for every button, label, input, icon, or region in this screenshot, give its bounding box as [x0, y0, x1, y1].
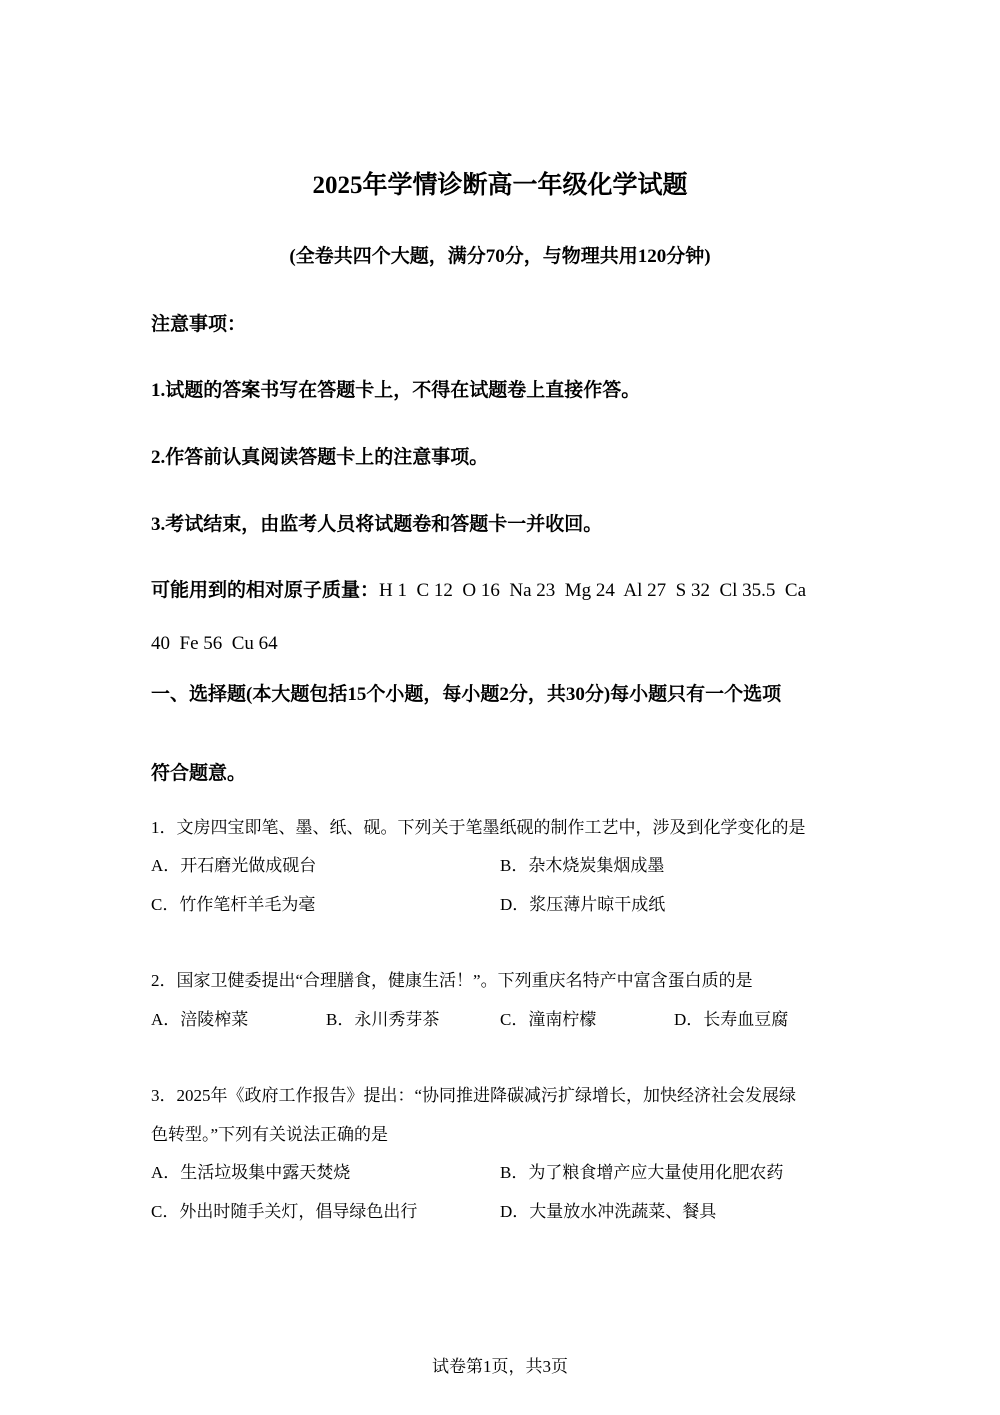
question-2-option-c: C．潼南柠檬: [500, 1010, 597, 1029]
atomic-masses-values-1: H 1 C 12 O 16 Na 23 Mg 24 Al 27 S 32 Cl 35.5 Ca: [379, 580, 807, 601]
question-3-stem: 3．2025年《政府工作报告》提出：“协同推进降碳减污扩绿增长，加快经济社会发展绿: [151, 1086, 797, 1105]
exam-title: 2025年学情诊断高一年级化学试题: [312, 172, 688, 199]
question-3-stem-cont: 色转型。”下列有关说法正确的是: [151, 1125, 389, 1144]
section-1-heading-cont: 符合题意。: [151, 763, 247, 784]
question-2-option-a: A．涪陵榨菜: [151, 1010, 249, 1029]
exam-subtitle: (全卷共四个大题，满分70分，与物理共用120分钟): [289, 246, 711, 267]
question-2-stem: 2．国家卫健委提出“合理膳食，健康生活！”。下列重庆名特产中富含蛋白质的是: [151, 971, 753, 990]
question-1-option-b: B．杂木烧炭集烟成墨: [500, 856, 665, 875]
atomic-masses-line-2: 40 Fe 56 Cu 64: [151, 633, 278, 654]
notice-item-3: 3.考试结束，由监考人员将试题卷和答题卡一并收回。: [151, 514, 603, 535]
notice-heading: 注意事项：: [151, 314, 247, 335]
atomic-masses-line-1: [151, 577, 806, 605]
question-3-option-c: C．外出时随手关灯，倡导绿色出行: [151, 1202, 418, 1221]
question-3-option-a: A．生活垃圾集中露天焚烧: [151, 1163, 351, 1182]
question-1-stem: 1．文房四宝即笔、墨、纸、砚。下列关于笔墨纸砚的制作工艺中，涉及到化学变化的是: [151, 818, 806, 837]
question-2-option-d: D．长寿血豆腐: [674, 1010, 789, 1029]
notice-item-2: 2.作答前认真阅读答题卡上的注意事项。: [151, 447, 489, 468]
question-2-option-b: B．永川秀芽茶: [326, 1010, 440, 1029]
page-footer: 试卷第1页，共3页: [432, 1357, 568, 1376]
question-1-option-c: C．竹作笔杆羊毛为毫: [151, 895, 316, 914]
question-1-option-d: D．浆压薄片晾干成纸: [500, 895, 666, 914]
atomic-masses-label: 可能用到的相对原子质量：: [151, 580, 380, 601]
question-3-option-d: D．大量放水冲洗蔬菜、餐具: [500, 1202, 717, 1221]
notice-item-1: 1.试题的答案书写在答题卡上，不得在试题卷上直接作答。: [151, 380, 641, 401]
section-1-heading: 一、选择题(本大题包括15个小题，每小题2分，共30分)每小题只有一个选项: [151, 684, 782, 705]
question-1-option-a: A．开石磨光做成砚台: [151, 856, 317, 875]
question-3-option-b: B．为了粮食增产应大量使用化肥农药: [500, 1163, 784, 1182]
